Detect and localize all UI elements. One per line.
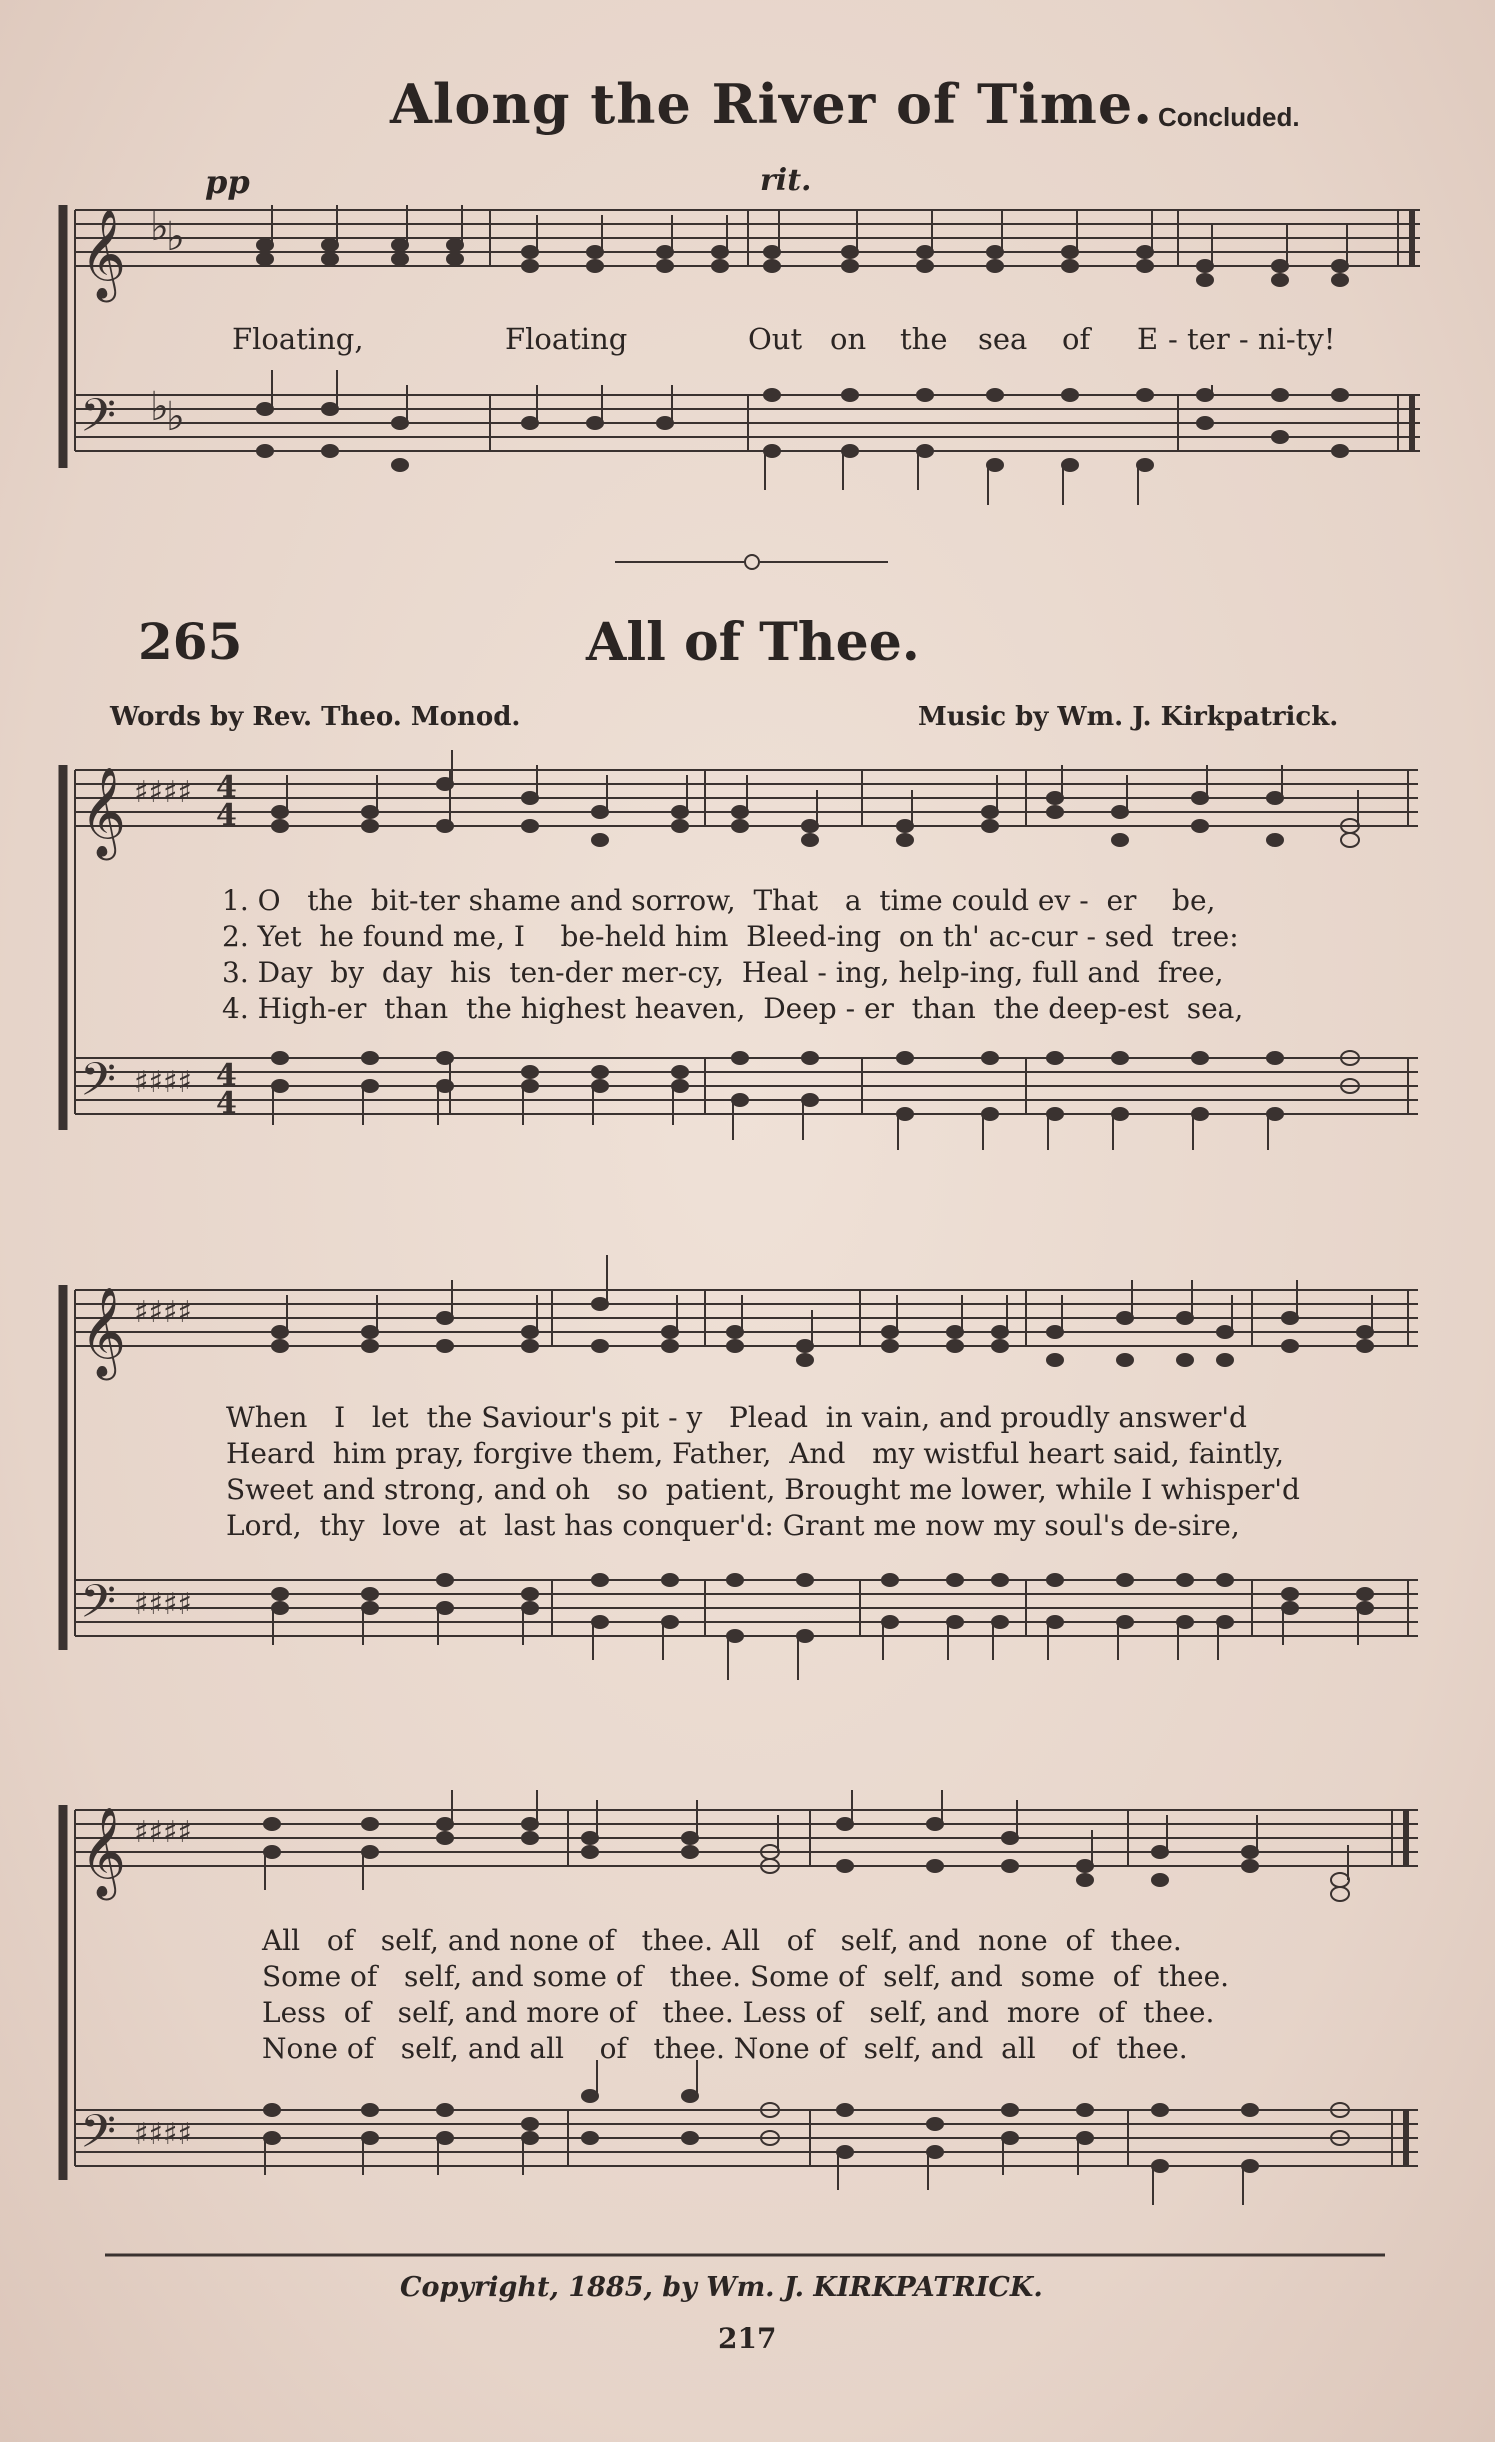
svg-text:4: 4 [216, 1058, 237, 1093]
hymn-number: 265 [138, 612, 243, 671]
tempo-mark: rit. [760, 163, 812, 198]
verse-line: Heard him pray, forgive them, Father, And my wistful heart said, faintly, [226, 1437, 1284, 1470]
copyright-notice: Copyright, 1885, by Wm. J. KIRKPATRICK. [400, 2272, 1043, 2303]
svg-text:4: 4 [216, 770, 237, 805]
svg-text:♭: ♭ [150, 384, 169, 430]
svg-text:♯♯♯♯: ♯♯♯♯ [134, 1587, 193, 1622]
page-title-top: Along the River of Time. [390, 72, 1154, 136]
lyric-word: the [900, 322, 948, 356]
verse-line: None of self, and all of thee. None of self, and all of thee. [262, 2032, 1188, 2065]
lyric-word: Floating [505, 322, 628, 356]
dynamics-mark: pp [205, 163, 250, 201]
svg-text:𝄞: 𝄞 [80, 209, 127, 299]
verse-line: 2. Yet he found me, I be-held him Bleed-ing on th' ac-cur - sed tree: [222, 920, 1239, 953]
svg-text:𝄢: 𝄢 [80, 389, 117, 454]
svg-text:♯♯♯♯: ♯♯♯♯ [134, 1295, 193, 1330]
lyric-word: E [1137, 322, 1159, 356]
verse-line: All of self, and none of thee. All of self, and none of thee. [262, 1924, 1182, 1957]
verse-line: Sweet and strong, and oh so patient, Brought me lower, while I whisper'd [226, 1473, 1300, 1506]
svg-text:𝄞: 𝄞 [80, 1287, 127, 1377]
svg-text:♯♯♯♯: ♯♯♯♯ [134, 775, 193, 810]
lyric-word: Floating, [232, 322, 364, 356]
svg-text:♯♯♯♯: ♯♯♯♯ [134, 1815, 193, 1850]
verse-line: Some of self, and some of thee. Some of self, and some of thee. [262, 1960, 1230, 1993]
verse-line: 1. O the bit-ter shame and sorrow, That a time could ev - er be, [222, 884, 1216, 917]
svg-text:♭: ♭ [150, 204, 169, 250]
lyric-word: Out [748, 322, 803, 356]
music-credit: Music by Wm. J. Kirkpatrick. [918, 702, 1339, 732]
svg-text:♭: ♭ [166, 394, 185, 440]
verse-line: Less of self, and more of thee. Less of self, and more of thee. [262, 1996, 1215, 2029]
verse-line: When I let the Saviour's pit - y Plead in vain, and proudly answer'd [226, 1401, 1247, 1434]
verse-line: Lord, thy love at last has conquer'd: Grant me now my soul's de-sire, [226, 1509, 1240, 1542]
hymn-title: All of Thee. [586, 612, 920, 673]
svg-text:𝄢: 𝄢 [80, 2105, 117, 2170]
words-credit: Words by Rev. Theo. Monod. [110, 702, 521, 732]
svg-text:♯♯♯♯: ♯♯♯♯ [134, 1065, 193, 1100]
verse-line: 3. Day by day his ten-der mer-cy, Heal - ing, help-ing, full and free, [222, 956, 1224, 989]
svg-text:4: 4 [216, 1086, 237, 1121]
page-number: 217 [718, 2322, 777, 2355]
svg-text:𝄢: 𝄢 [80, 1575, 117, 1640]
concluded-label: Concluded. [1158, 102, 1300, 132]
lyric-word: of [1062, 322, 1091, 356]
svg-text:4: 4 [216, 798, 237, 833]
svg-text:♭: ♭ [166, 214, 185, 260]
svg-text:𝄞: 𝄞 [80, 1807, 127, 1897]
verse-line: 4. High-er than the highest heaven, Deep - er than the deep-est sea, [222, 992, 1244, 1025]
svg-text:𝄢: 𝄢 [80, 1053, 117, 1118]
lyric-word: sea [978, 322, 1028, 356]
svg-text:♯♯♯♯: ♯♯♯♯ [134, 2117, 193, 2152]
svg-text:𝄞: 𝄞 [80, 767, 127, 857]
lyric-word: on [830, 322, 867, 356]
lyric-word: - ter - ni-ty! [1168, 322, 1336, 356]
